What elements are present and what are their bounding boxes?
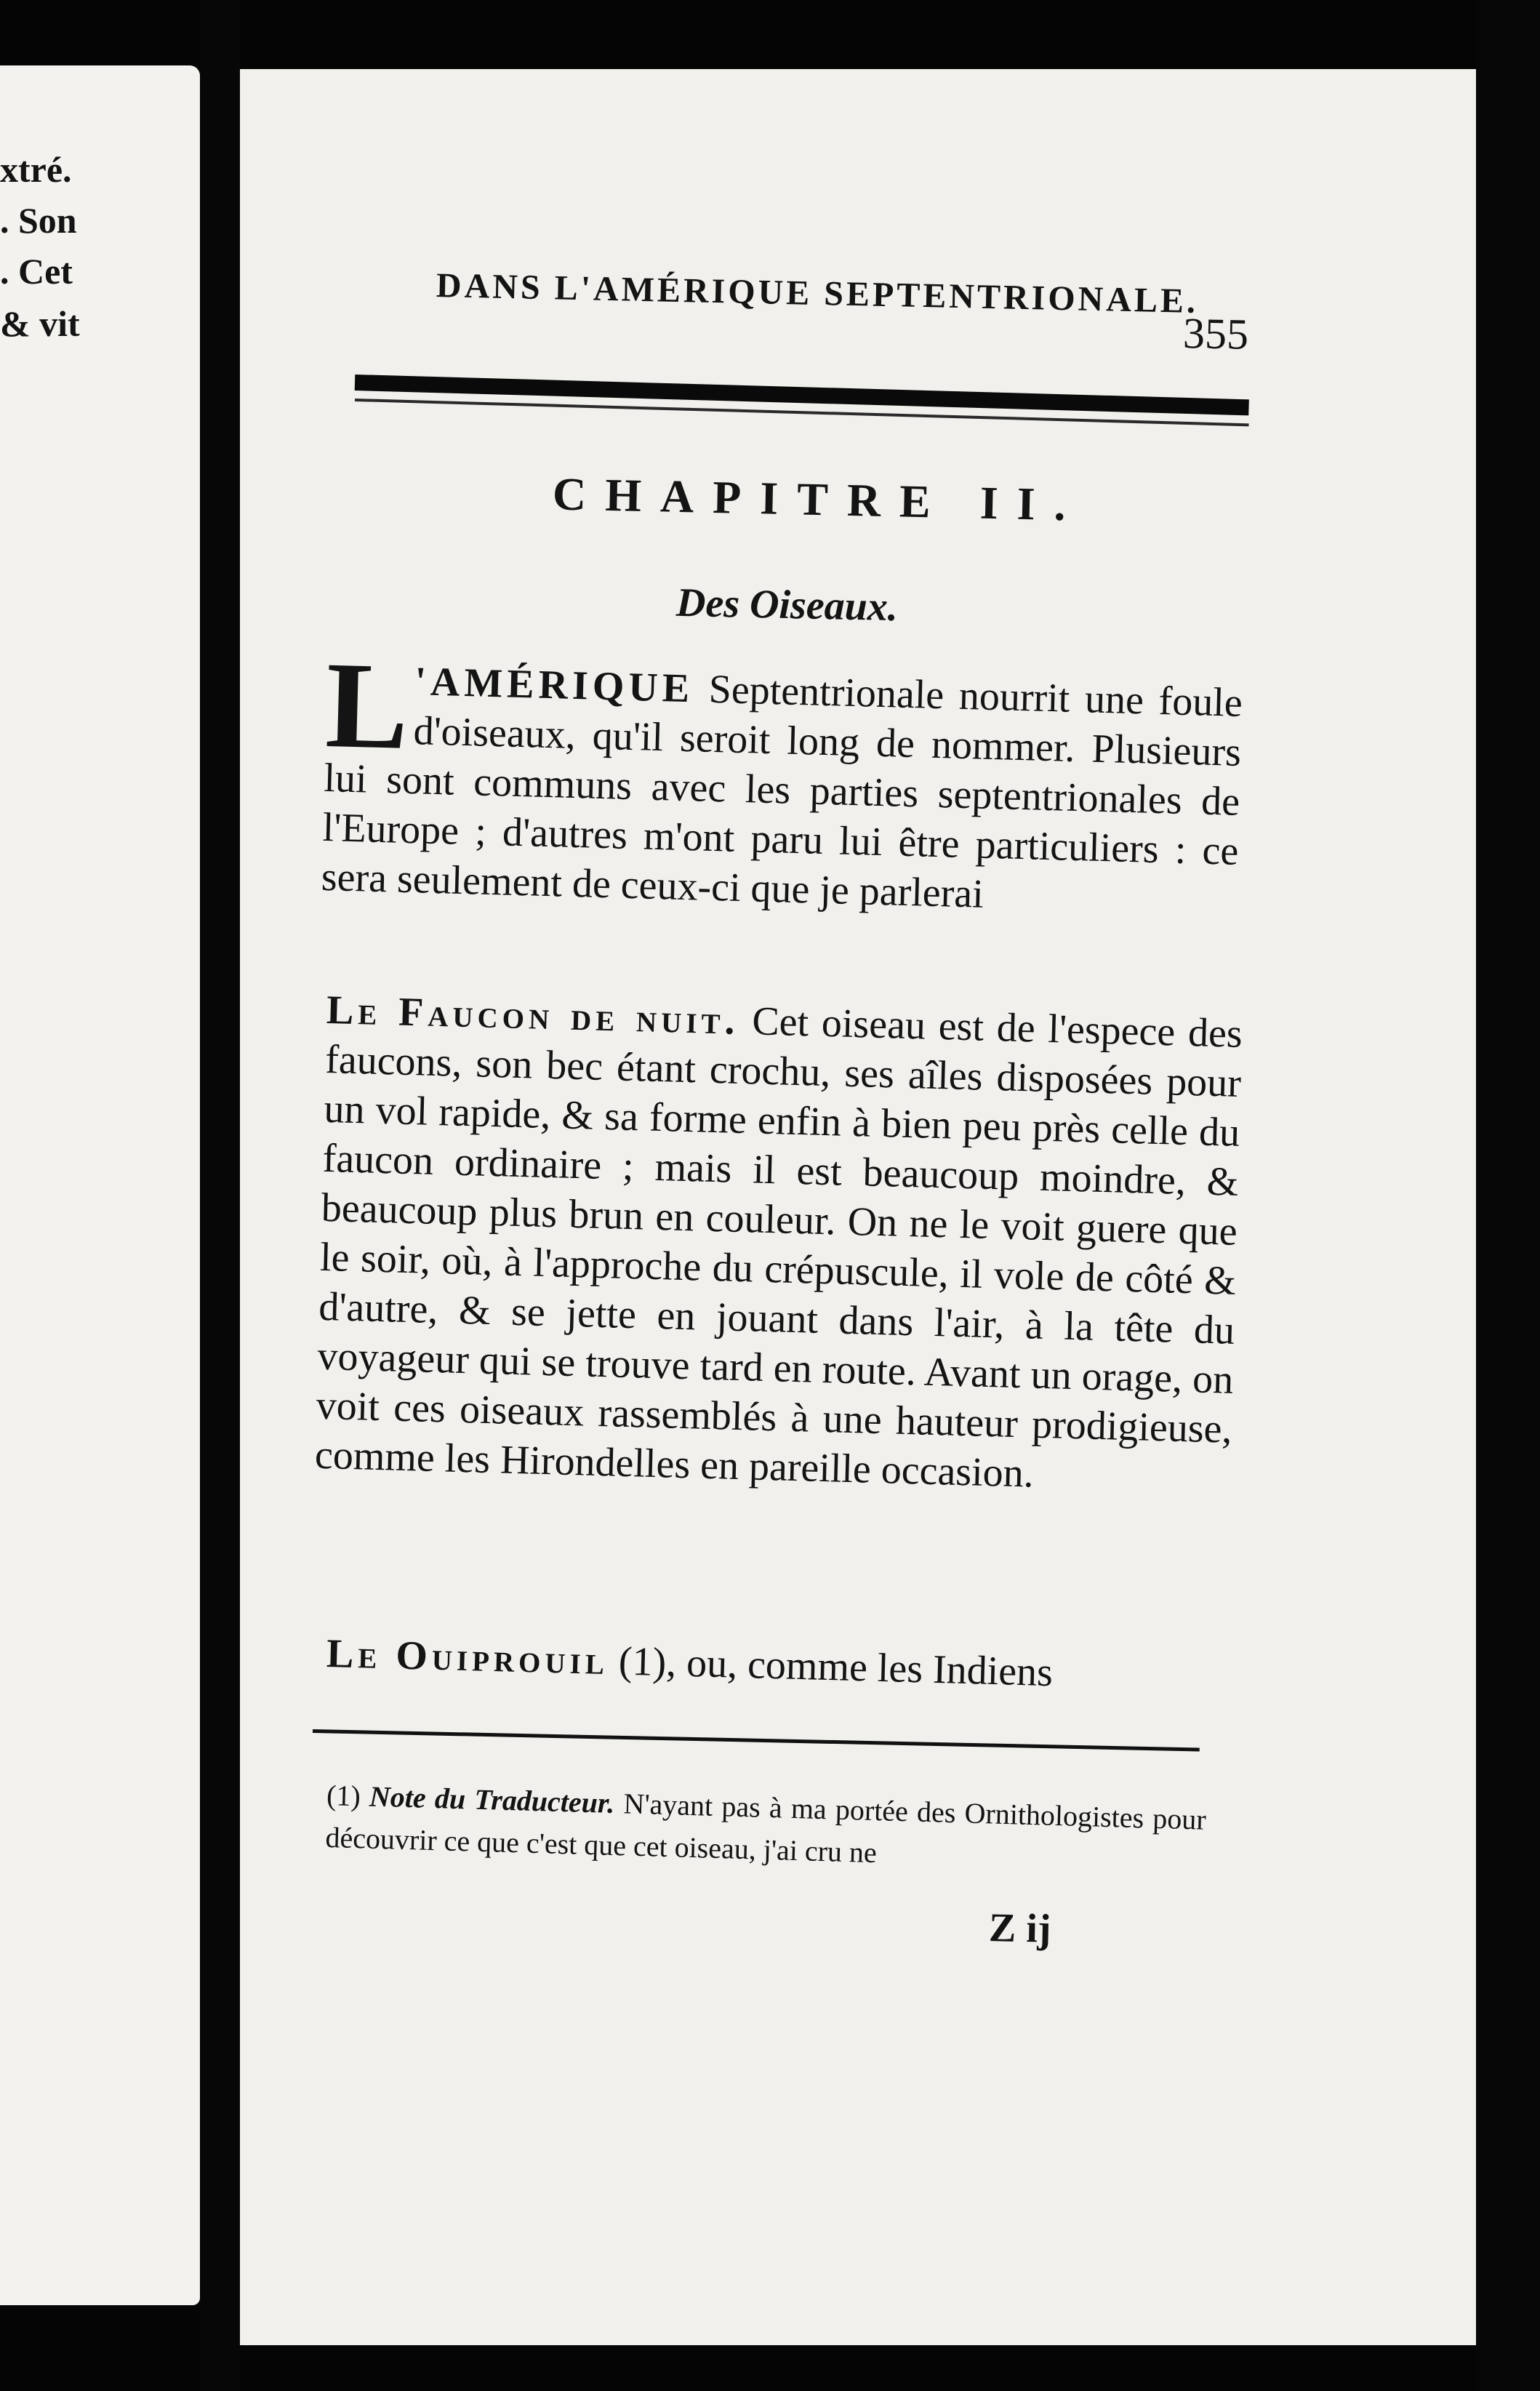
paragraph-intro xyxy=(321,636,1243,926)
footnote-label: Note du Traducteur. xyxy=(369,1779,615,1820)
paragraph-text: (1), ou, comme les Indiens xyxy=(608,1638,1054,1696)
chapter-title: CHAPITRE II. xyxy=(552,468,1086,531)
running-head: DANS L'AMÉRIQUE SEPTENTRIONALE. xyxy=(436,266,1199,321)
paragraph-text: Septentrionale nourrit une foule d'oiseaux, qu'il seroit long de nommer. Plusieurs lui sont communs avec les parties septentrionales de l'Europe ; d'autres m'ont paru lui être particuliers : ce sera seulement de ceux-ci que je parlerai xyxy=(321,666,1243,917)
chapter-subtitle: Des Oiseaux. xyxy=(675,580,899,630)
paragraph-text: Cet oiseau est de l'espece des faucons, son bec étant crochu, ses aîles disposées pour un vol rapide, & sa forme enfin à bien peu près celle du faucon ordinaire ; mais il est beaucoup moindre, & beaucoup plus brun en couleur. On ne le voit guere que le soir, où, à l'approche du crépuscule, il vole de côté & d'autre, & se jette en jouant dans l'air, à la tête du voyageur qui se trouve tard en route. Avant un orage, on voit ces oiseaux rassemblés à une hauteur prodigieuse, comme les Hirondelles en pareille occasion. xyxy=(314,998,1243,1497)
paragraph-lead: Le Faucon de nuit. xyxy=(326,987,740,1044)
paragraph-lead: Le Ouiprouil xyxy=(326,1630,609,1684)
drop-cap: L xyxy=(324,636,411,775)
left-page-fragment: . Son xyxy=(0,200,77,241)
footnote-text: N'ayant pas à ma portée des Ornithologistes pour découvrir ce que c'est que cet oiseau, j'ai cru ne xyxy=(324,1787,1207,1870)
left-page-fragment: & vit xyxy=(0,303,80,344)
left-page-fragment: xtré. xyxy=(0,149,72,190)
footnote-marker: (1) xyxy=(326,1778,361,1813)
book-gutter xyxy=(200,0,240,2391)
left-page-edge xyxy=(0,65,200,2305)
signature-mark: Z ij xyxy=(988,1905,1052,1952)
paragraph-lead: 'AMÉRIQUE xyxy=(414,659,694,712)
left-page-fragment: . Cet xyxy=(0,251,73,292)
paragraph-faucon-de-nuit xyxy=(314,985,1243,1504)
page-number: 355 xyxy=(1182,309,1249,359)
scan-border xyxy=(1476,0,1540,2391)
